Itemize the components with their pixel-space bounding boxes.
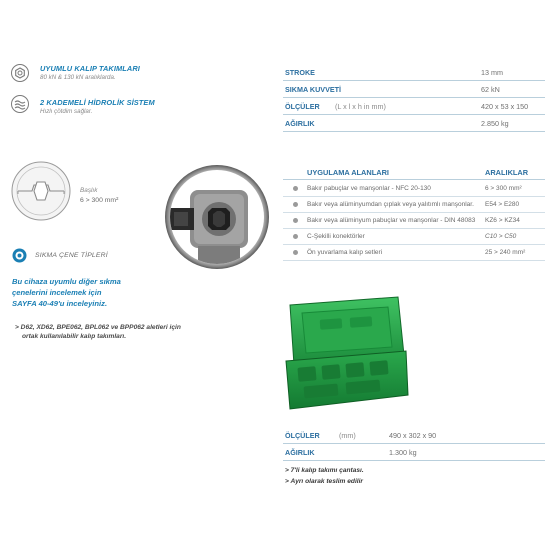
application-range: 6 > 300 mm² bbox=[485, 185, 522, 192]
carry-case-photo bbox=[280, 295, 410, 415]
case-spec-key: ÖLÇÜLER bbox=[285, 431, 320, 440]
application-range: E54 > E280 bbox=[485, 201, 520, 208]
application-row bbox=[283, 197, 545, 213]
spec-value: 420 x 53 x 150 bbox=[481, 102, 529, 111]
compat-note-line-2: ortak kullanılabilir kalıp takımları. bbox=[22, 333, 127, 340]
die-range: 6 > 300 mm² bbox=[80, 197, 119, 204]
application-row bbox=[283, 229, 545, 245]
feature-title-dies: UYUMLU KALIP TAKIMLARI bbox=[40, 64, 140, 73]
spec-value: 62 kN bbox=[481, 85, 500, 94]
case-spec-row bbox=[283, 427, 545, 444]
feature-title-hydraulic: 2 KADEMELİ HİDROLİK SİSTEM bbox=[40, 98, 155, 107]
crimp-head-photo bbox=[164, 164, 270, 270]
application-range: KZ6 > KZ34 bbox=[485, 217, 520, 224]
jaw-types-title: SIKMA ÇENE TİPLERİ bbox=[35, 252, 108, 259]
spec-unit: (L x l x h in mm) bbox=[335, 102, 386, 111]
spec-key: AĞIRLIK bbox=[285, 119, 315, 128]
hydraulic-wave-icon bbox=[11, 95, 29, 113]
application-row bbox=[283, 245, 545, 261]
spec-key: STROKE bbox=[285, 68, 315, 77]
bullet-dot bbox=[293, 218, 298, 223]
applications-header-right: ARALIKLAR bbox=[485, 168, 529, 177]
compat-note-line-1: > D62, XD62, BPE062, BPL062 ve BPP062 aletleri için bbox=[15, 324, 181, 331]
spec-key: ÖLÇÜLER bbox=[285, 102, 320, 111]
application-range: C10 > C50 bbox=[485, 233, 517, 240]
spec-row bbox=[283, 98, 545, 115]
application-text: Ön yuvarlama kalıp setleri bbox=[307, 249, 383, 256]
applications-header bbox=[283, 165, 545, 180]
spec-value: 13 mm bbox=[481, 68, 503, 77]
bullet-dot bbox=[293, 202, 298, 207]
reference-note-line-1: Bu cihaza uyumlu diğer sıkma bbox=[12, 277, 121, 286]
application-text: Bakır veya alüminyumdan çıplak veya yalıtımlı manşonlar. bbox=[307, 201, 474, 208]
spec-row bbox=[283, 115, 545, 132]
spec-row bbox=[283, 64, 545, 81]
case-spec-unit: (mm) bbox=[339, 431, 356, 440]
die-label: Başlık bbox=[80, 187, 98, 194]
hexagon-nut-icon bbox=[11, 64, 29, 82]
crimp-die-illustration bbox=[10, 160, 72, 222]
case-spec-value: 490 x 302 x 90 bbox=[389, 431, 437, 440]
spec-row bbox=[283, 81, 545, 98]
reference-note-line-3: SAYFA 40-49'u inceleyiniz. bbox=[12, 299, 108, 308]
applications-header-left: UYGULAMA ALANLARI bbox=[307, 168, 389, 177]
bullet-dot bbox=[293, 234, 298, 239]
feature-subtitle-dies: 80 kN & 130 kN aralıklarda. bbox=[40, 74, 116, 81]
application-row bbox=[283, 181, 545, 197]
case-note-line-1: > 7'li kalıp takımı çantası. bbox=[285, 467, 364, 474]
bullet-dot bbox=[293, 186, 298, 191]
case-spec-key: AĞIRLIK bbox=[285, 448, 315, 457]
application-range: 25 > 240 mm² bbox=[485, 249, 526, 256]
spec-value: 2.850 kg bbox=[481, 119, 509, 128]
application-text: C-Şekilli konektörler bbox=[307, 233, 365, 240]
bullet-dot bbox=[293, 250, 298, 255]
application-text: Bakır pabuçlar ve manşonlar - NFC 20-130 bbox=[307, 185, 431, 192]
case-spec-value: 1.300 kg bbox=[389, 448, 417, 457]
spec-key: SIKMA KUVVETİ bbox=[285, 85, 342, 94]
case-note-line-2: > Ayrı olarak teslim edilir bbox=[285, 478, 364, 485]
application-text: Bakır veya alüminyum pabuçlar ve manşonlar - DIN 48083 bbox=[307, 217, 476, 224]
reference-note-line-2: çenelerini incelemek için bbox=[12, 288, 102, 297]
hydraulic-drop-icon bbox=[12, 248, 27, 263]
case-spec-row bbox=[283, 444, 545, 461]
feature-subtitle-hydraulic: Hızlı çötdim sağlar. bbox=[40, 108, 93, 115]
application-row bbox=[283, 213, 545, 229]
